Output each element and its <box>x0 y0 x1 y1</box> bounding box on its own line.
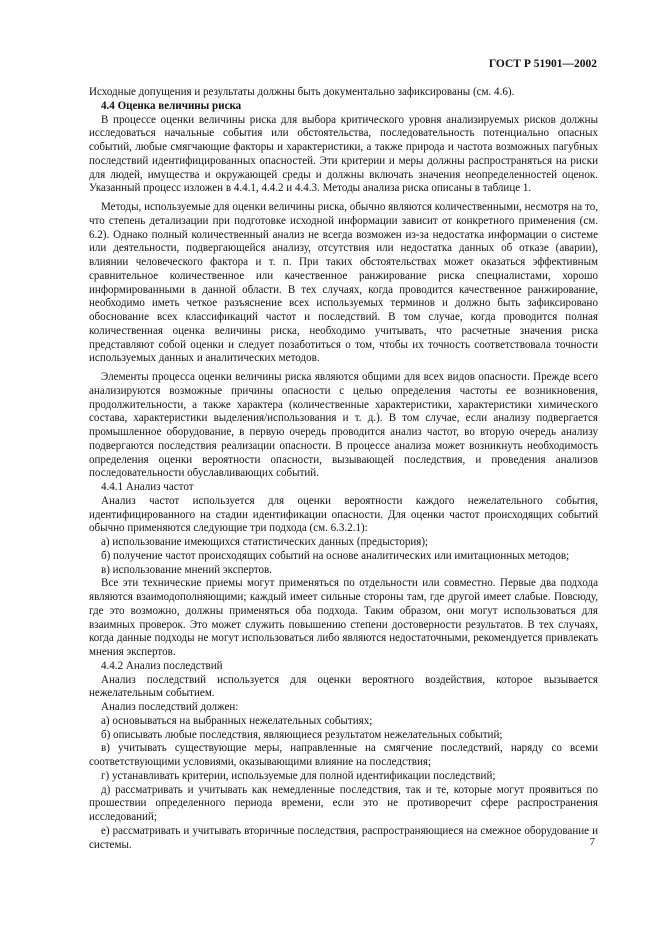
paragraph: В процессе оценки величины риска для выбора критического уровня анализируемых рисков должны исследоваться начальные события или обстоятельства, последовательность потенциально опасных событий, любые смягчающие факторы и характеристики, а также природа и частота возможных пагубных последствий идентифицированных опасностей. Эти критерии и меры должны распространяться на риски для людей, имущества и окружающей среды и должны включать значения неопределенностей оценок. Указанный процесс изложен в 4.4.1, 4.4.2 и 4.4.3. Методы анализа риска описаны в таблице 1. <box>89 113 598 195</box>
list-item: б) получение частот происходящих событий на основе аналитических или имитационных методов; <box>101 549 570 562</box>
list-item: д) рассматривать и учитывать как немедленные последствия, так и те, которые могут проявиться по прошествии определенного периода времени, если это не противоречит сфере распространения исследований; <box>89 783 598 823</box>
list-item: б) описывать любые последствия, являющиеся результатом нежелательных событий; <box>101 728 503 741</box>
paragraph: Анализ последствий должен: <box>101 701 239 713</box>
list-item: в) учитывать существующие меры, направленные на смягчение последствий, наряду со всеми соответствующими условиями, оказывающими влияние на последствия; <box>89 742 598 768</box>
paragraph: Все эти технические приемы могут применяться по отдельности или совместно. Первые два подхода являются взаимодополняющими; каждый имеет сильные стороны там, где другой имеет слабые. Повсюду, где это возможно, должны применяться оба подхода. Таким образом, они могут использоваться для взаимных проверок. Это может служить повышению степени достоверности результатов. В тех случаях, когда данные подходы не могут использоваться либо являются недостаточными, рекомендуется привлекать мнения экспертов. <box>89 577 598 658</box>
list-item: а) основываться на выбранных нежелательных событиях; <box>101 714 373 727</box>
list-item: в) использование мнений экспертов. <box>101 563 273 576</box>
list-item: е) рассматривать и учитывать вторичные последствия, распространяющиеся на смежное оборудование и системы. <box>89 824 598 851</box>
paragraph: Методы, используемые для оценки величины риска, обычно являются количественными, несмотря на то, что степень детализации при подготовке исходной информации зависит от конкретного применения (см. 6.2). Однако полный количественный анализ не всегда возможен из-за недостатка информации о системе или деятельности, подвергающейся анализу, отсутствия или недостатка данных об отказе (аварии), влиянии человеческого фактора и т. п. При таких обстоятельствах может оказаться эффективным сравнительное количественное или качественное ранжирование риска специалистами, хорошо информированными в данной области. В тех случаях, когда проводится качественное ранжирование, необходимо иметь четкое разъяснение всех используемых терминов и должно быть зафиксировано обоснование всех классификаций частот и последствий. В том случае, когда проводится полная количественная оценка величины риска, необходимо учитывать, что расчетные значения риска представляют собой оценки и следует позаботиться о том, чтобы их точность соответствовала точности используемых данных и аналитических методов. <box>89 201 598 365</box>
page-number: 7 <box>589 837 595 848</box>
list-item: г) устанавливать критерии, используемые для полной идентификации последствий; <box>101 769 496 782</box>
paragraph: Элементы процесса оценки величины риска являются общими для всех видов опасности. Прежде всего анализируются возможные причины опасности с целью определения частоты ее возникновения, продолжительности, а также характера (количественные характеристики, характеристики химического состава, характеристики выделения/использования и т. д.). В том случае, если анализу подвергается промышленное оборудование, в первую очередь проводится анализ частот, во вторую очередь анализу подвергаются последствия реализации опасности. В процессе анализа может возникнуть необходимость определения оценки вероятности опасности, вызывающей последствия, и проведения анализов последовательности обуславливающих событий. <box>89 371 598 480</box>
subsection-heading-4-4-1: 4.4.1 Анализ частот <box>101 481 194 493</box>
section-heading-4-4: 4.4 Оценка величины риска <box>101 99 242 112</box>
document-header-code: ГОСТ Р 51901—2002 <box>488 58 597 70</box>
paragraph: Анализ частот используется для оценки вероятности каждого нежелательного события, идентифицированного на стадии идентификации опасности. Для оценки частот происходящих событий обычно применяются следующие три подхода (см. 6.3.2.1): <box>89 494 598 535</box>
paragraph: Исходные допущения и результаты должны быть документально зафиксированы (см. 4.6). <box>89 86 515 98</box>
document-body <box>89 86 598 852</box>
subsection-heading-4-4-2: 4.4.2 Анализ последствий <box>101 659 223 672</box>
paragraph: Анализ последствий используется для оценки вероятного воздействия, которое вызывается нежелательным событием. <box>89 673 598 700</box>
list-item: а) использование имеющихся статистических данных (предыстория); <box>101 536 429 548</box>
